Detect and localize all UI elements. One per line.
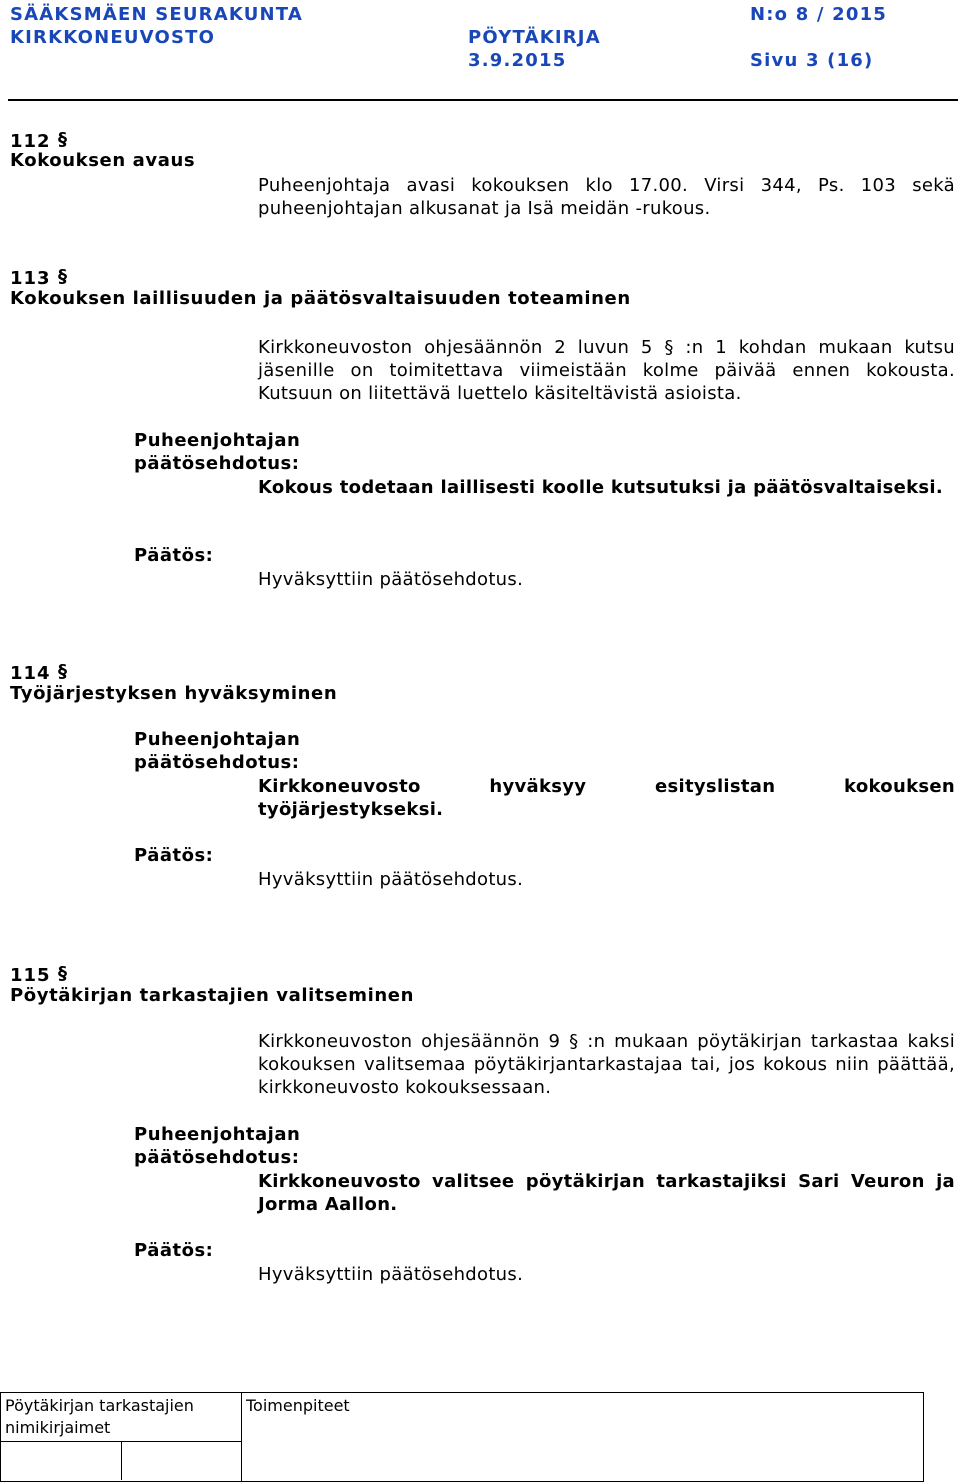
section-115-decision-label: Päätös: — [134, 1240, 214, 1261]
actions-label: Toimenpiteet — [246, 1396, 350, 1415]
section-114-proposal-label-1: Puheenjohtajan — [134, 729, 301, 750]
section-113-proposal-label-2: päätösehdotus: — [134, 453, 300, 474]
section-115-body: Kirkkoneuvoston ohjesäännön 9 § :n mukaan pöytäkirjan tarkastaa kaksi kokouksen valitsemaa pöytäkirjantarkastajaa tai, jos kokous niin päättää, kirkkoneuvosto kokouksessaan. — [258, 1031, 955, 1098]
section-112-body: Puheenjohtaja avasi kokouksen klo 17.00. Virsi 344, Ps. 103 sekä puheenjohtajan alkusanat ja Isä meidän -rukous. — [258, 175, 955, 219]
header-rule — [8, 99, 958, 101]
org-name: SÄÄKSMÄEN SEURAKUNTA — [10, 4, 303, 25]
section-113-body: Kirkkoneuvoston ohjesäännön 2 luvun 5 § :n 1 kohdan mukaan kutsu jäsenille on toimitettava viimeistään kolme päivää ennen kokousta. Kutsuun on liitettävä luettelo käsiteltävistä asioista. — [258, 337, 955, 404]
section-sign-icon — [57, 128, 71, 150]
section-sign-icon — [57, 660, 71, 682]
section-115-decision: Hyväksyttiin päätösehdotus. — [258, 1264, 524, 1285]
minutes-number: N:o 8 / 2015 — [750, 4, 888, 25]
signatures-box — [0, 1392, 242, 1482]
signatures-divider — [121, 1441, 122, 1480]
svg-text:§: § — [57, 963, 68, 984]
doc-type: PÖYTÄKIRJA — [468, 27, 601, 48]
section-112-number: 112 § — [10, 128, 71, 152]
section-115-number: 115 § — [10, 962, 71, 986]
section-113-decision: Hyväksyttiin päätösehdotus. — [258, 569, 524, 590]
signatures-label: Pöytäkirjan tarkastajien nimikirjaimet — [5, 1396, 194, 1437]
section-113-proposal: Kokous todetaan laillisesti koolle kutsutuksi ja päätösvaltaiseksi. — [258, 477, 943, 498]
section-115-proposal-label-1: Puheenjohtajan — [134, 1124, 301, 1145]
section-115-title: Pöytäkirjan tarkastajien valitseminen — [10, 985, 415, 1006]
section-sign-icon — [57, 962, 71, 984]
section-114-proposal-label-2: päätösehdotus: — [134, 752, 300, 773]
svg-text:§: § — [57, 266, 68, 287]
signatures-rule — [1, 1441, 241, 1442]
page-number: Sivu 3 (16) — [750, 50, 874, 71]
section-114-decision-label: Päätös: — [134, 845, 214, 866]
section-113-proposal-label-1: Puheenjohtajan — [134, 430, 301, 451]
section-114-number: 114 § — [10, 660, 71, 684]
section-113-number: 113 § — [10, 265, 71, 289]
section-112-title: Kokouksen avaus — [10, 150, 196, 171]
body-name: KIRKKONEUVOSTO — [10, 27, 216, 48]
section-113-title: Kokouksen laillisuuden ja päätösvaltaisuuden toteaminen — [10, 288, 631, 309]
section-114-title: Työjärjestyksen hyväksyminen — [10, 683, 338, 704]
svg-text:§: § — [57, 129, 68, 150]
section-114-decision: Hyväksyttiin päätösehdotus. — [258, 869, 524, 890]
section-114-proposal: Kirkkoneuvosto hyväksyy esityslistan kokouksen työjärjestykseksi. — [258, 776, 955, 820]
svg-text:§: § — [57, 661, 68, 682]
meeting-date: 3.9.2015 — [468, 50, 567, 71]
section-115-proposal-label-2: päätösehdotus: — [134, 1147, 300, 1168]
section-113-decision-label: Päätös: — [134, 545, 214, 566]
section-115-proposal: Kirkkoneuvosto valitsee pöytäkirjan tarkastajiksi Sari Veuron ja Jorma Aallon. — [258, 1171, 955, 1215]
section-sign-icon — [57, 265, 71, 287]
actions-box — [241, 1392, 924, 1482]
